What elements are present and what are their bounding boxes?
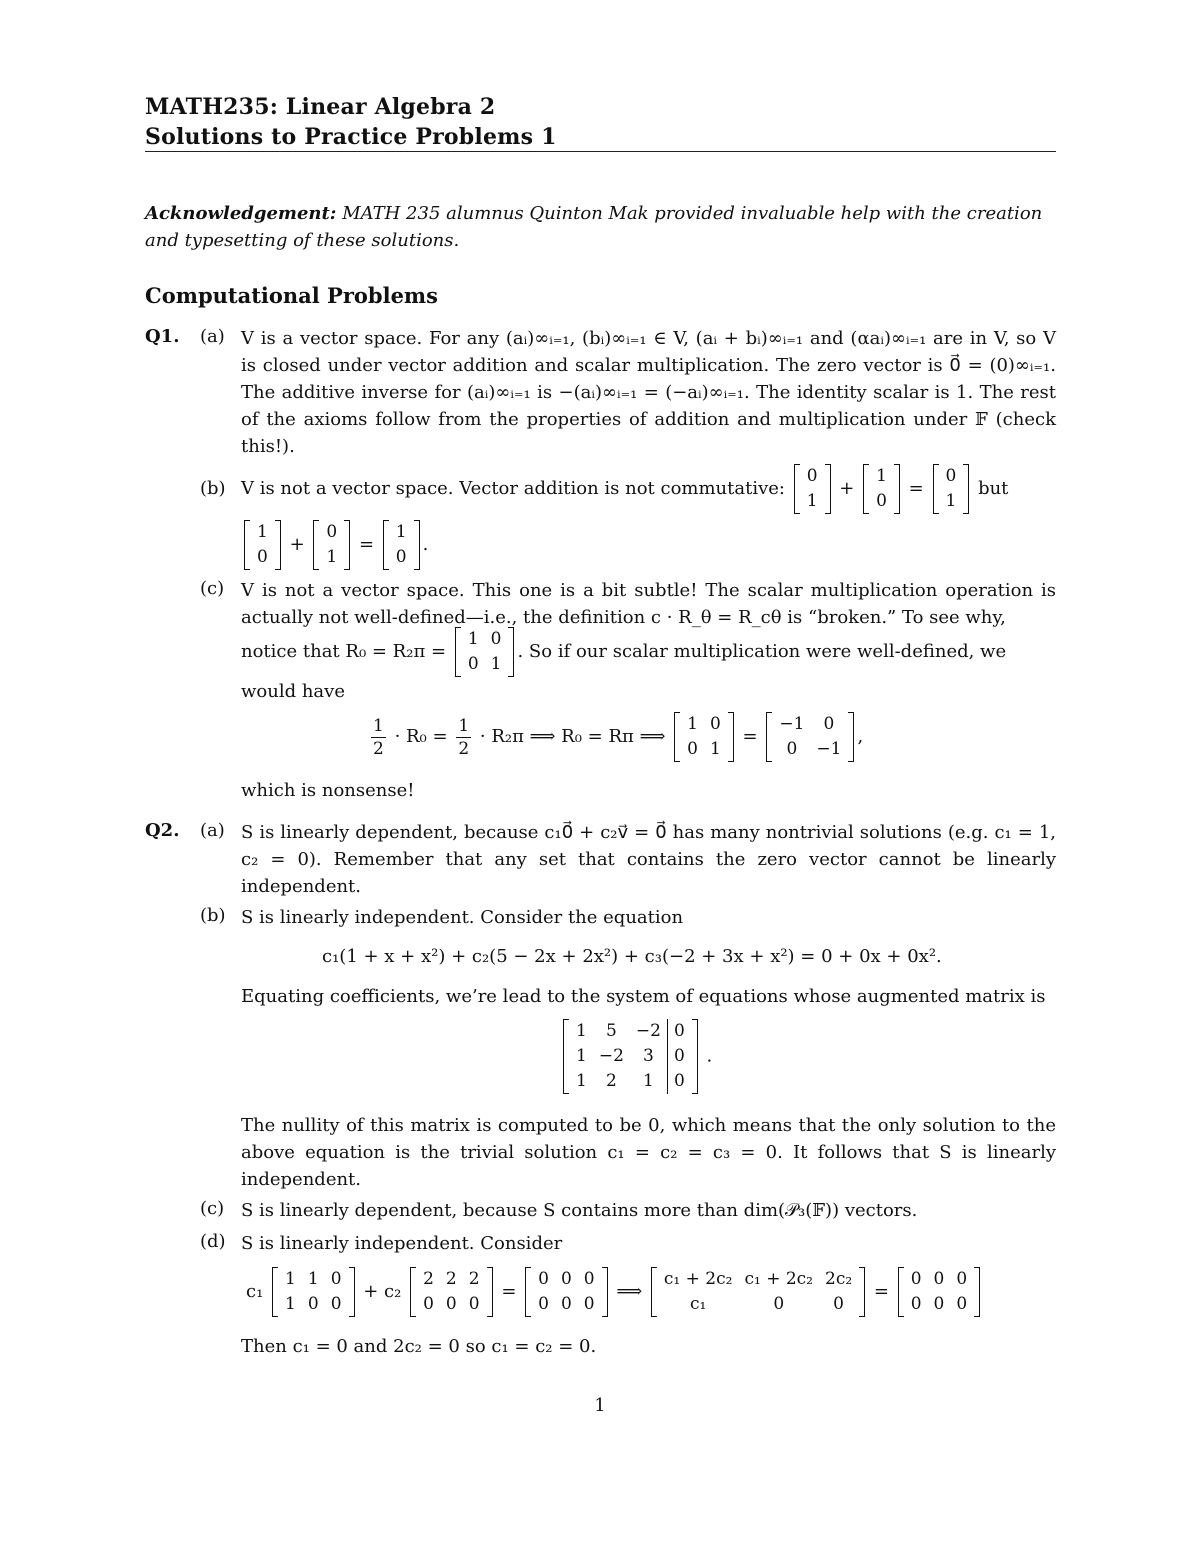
matrix-cell: 0 bbox=[538, 1269, 549, 1289]
matrix-identity-2 bbox=[674, 712, 734, 762]
q2d-label: (d) bbox=[200, 1231, 226, 1252]
q1b-line2 bbox=[241, 520, 428, 570]
matrix-table bbox=[279, 1267, 347, 1317]
matrix-cell: 0 bbox=[687, 739, 698, 759]
matrix-cell: 1 bbox=[257, 522, 268, 542]
matrix-cell: 1 bbox=[467, 629, 479, 649]
plus-sign: + bbox=[839, 478, 855, 499]
matrix-cell: 3 bbox=[643, 1046, 654, 1066]
plus-sign: + bbox=[289, 534, 305, 555]
matrix-cell: 0 bbox=[806, 466, 818, 486]
matrix-cell: 0 bbox=[307, 1294, 319, 1314]
matrix-cell: 0 bbox=[467, 654, 479, 674]
matrix-cell: 1 bbox=[490, 654, 502, 674]
matrix-table bbox=[320, 520, 343, 570]
title-line-1: MATH235: Linear Algebra 2 bbox=[145, 94, 496, 120]
matrix-cell: 0 bbox=[667, 1019, 690, 1044]
matrix-row bbox=[773, 737, 847, 762]
matrix-row bbox=[940, 464, 963, 489]
q1c-notice: notice that R₀ = R₂π = bbox=[241, 641, 447, 662]
matrix-cell: 0 bbox=[468, 1294, 480, 1314]
matrix-cell: 0 bbox=[330, 1294, 342, 1314]
matrix-d-zero bbox=[525, 1267, 607, 1317]
matrix-d-1 bbox=[272, 1267, 354, 1317]
q1c-line3 bbox=[241, 627, 1006, 677]
q1b-but: but bbox=[978, 478, 1009, 499]
matrix-cell: 0 bbox=[445, 1294, 457, 1314]
matrix-cell: 0 bbox=[583, 1269, 595, 1289]
eq-part-1: · R₀ = bbox=[394, 726, 448, 747]
q2a-label: (a) bbox=[200, 820, 225, 841]
matrix-table bbox=[658, 1267, 858, 1317]
q2b-equation: c₁(1 + x + x²) + c₂(5 − 2x + 2x²) + c₃(−2 + 3x + x²) = 0 + 0x + 0x². bbox=[322, 946, 942, 967]
matrix-cell: 2c₂ bbox=[825, 1269, 853, 1289]
matrix-cell: 1 bbox=[576, 1021, 587, 1041]
matrix-cell: 1 bbox=[806, 491, 818, 511]
page-number: 1 bbox=[594, 1395, 606, 1416]
matrix-cell: 2 bbox=[468, 1269, 480, 1289]
period: . bbox=[422, 534, 429, 555]
matrix-cell: 5 bbox=[605, 1021, 617, 1041]
matrix-table bbox=[870, 464, 893, 514]
matrix-cell: 0 bbox=[823, 714, 835, 734]
matrix-row bbox=[417, 1267, 485, 1292]
matrix-row bbox=[390, 545, 413, 570]
comma: , bbox=[857, 726, 864, 747]
matrix-cell: 0 bbox=[667, 1044, 690, 1069]
matrix-row bbox=[905, 1292, 973, 1317]
matrix-cell: 0 bbox=[933, 1294, 945, 1314]
matrix-cell: 0 bbox=[910, 1294, 922, 1314]
q1c-text1: V is not a vector space. This one is a bit subtle! The scalar multiplication operation is actually not well-defined—i.e., the definition c · R_θ = R_cθ is “broken.” To see why, bbox=[241, 580, 1056, 628]
matrix-row bbox=[417, 1292, 485, 1317]
matrix-cell: 2 bbox=[605, 1071, 617, 1091]
matrix-cell: 0 bbox=[423, 1294, 434, 1314]
matrix-row bbox=[279, 1292, 347, 1317]
matrix-cell: 0 bbox=[326, 522, 338, 542]
matrix-row bbox=[251, 520, 274, 545]
equals-sign: = bbox=[908, 478, 924, 499]
matrix-table bbox=[905, 1267, 973, 1317]
q1c-nonsense: which is nonsense! bbox=[241, 780, 415, 801]
equals-sign: = bbox=[358, 534, 375, 555]
matrix-b-1 bbox=[794, 464, 831, 514]
matrix-cell: 1 bbox=[576, 1071, 587, 1091]
coef-c1: c₁ bbox=[246, 1281, 264, 1302]
matrix-b2-3 bbox=[383, 520, 420, 570]
q1c-text2: . So if our scalar multiplication were well-defined, we bbox=[517, 641, 1007, 662]
matrix-row bbox=[905, 1267, 973, 1292]
matrix-cell: 2 bbox=[445, 1269, 457, 1289]
q2c-text: S is linearly dependent, because S contains more than dim(𝒫₃(𝔽)) vectors. bbox=[241, 1200, 918, 1221]
matrix-cell: 0 bbox=[395, 547, 407, 567]
q1c-label: (c) bbox=[200, 578, 225, 599]
matrix-cell: 1 bbox=[643, 1071, 654, 1091]
q1b-label: (b) bbox=[200, 478, 226, 499]
matrix-row bbox=[681, 712, 727, 737]
matrix-cell: 1 bbox=[326, 547, 338, 567]
matrix-cell: 1 bbox=[709, 739, 721, 759]
matrix-cell: 2 bbox=[423, 1269, 434, 1289]
matrix-neg-identity bbox=[766, 712, 854, 762]
matrix-row bbox=[320, 545, 343, 570]
matrix-b2-1 bbox=[244, 520, 281, 570]
matrix-cell: 1 bbox=[576, 1046, 587, 1066]
matrix-row bbox=[658, 1267, 858, 1292]
fraction-half: $\frac{1}{2}$ bbox=[373, 715, 384, 759]
matrix-row bbox=[870, 464, 893, 489]
matrix-row bbox=[940, 489, 963, 514]
matrix-cell: c₁ bbox=[690, 1294, 707, 1314]
matrix-cell: 0 bbox=[833, 1294, 844, 1314]
matrix-cell: c₁ + 2c₂ bbox=[744, 1269, 813, 1289]
matrix-cell: c₁ + 2c₂ bbox=[663, 1269, 733, 1289]
matrix-identity bbox=[455, 627, 515, 677]
equals-sign: = bbox=[742, 726, 758, 747]
q2a-text: S is linearly dependent, because c₁0⃗ + c₂v⃗ = 0⃗ has many nontrivial solutions (e.g. c₁ = 1, c₂ = 0). Remember that any set that contains the zero vector cannot be linearly independent. bbox=[241, 822, 1056, 897]
matrix-row bbox=[320, 520, 343, 545]
matrix-row bbox=[570, 1019, 691, 1044]
matrix-row bbox=[570, 1044, 691, 1069]
q2b-text: S is linearly independent. Consider the equation bbox=[241, 907, 684, 928]
period: . bbox=[706, 1045, 713, 1067]
matrix-cell: 0 bbox=[910, 1269, 922, 1289]
q1a-text: V is a vector space. For any (aᵢ)∞ᵢ₌₁, (bᵢ)∞ᵢ₌₁ ∈ V, (aᵢ + bᵢ)∞ᵢ₌₁ and (αaᵢ)∞ᵢ₌₁ are in V, so V is closed under vector addition and scalar multiplication. The zero vector is 0⃗ = (0)∞ᵢ₌₁. The additive inverse for (aᵢ)∞ᵢ₌₁ is −(aᵢ)∞ᵢ₌₁ = (−aᵢ)∞ᵢ₌₁. The identity scalar is 1. The rest of the axioms follow from the properties of addition and multiplication under 𝔽 (check this!). bbox=[241, 328, 1056, 457]
matrix-cell: 1 bbox=[285, 1269, 296, 1289]
ack-label: Acknowledgement: bbox=[145, 203, 337, 224]
matrix-row bbox=[532, 1292, 600, 1317]
matrix-row bbox=[570, 1069, 691, 1094]
eq-part-2: · R₂π ⟹ R₀ = Rπ ⟹ bbox=[479, 726, 666, 747]
document-title bbox=[145, 92, 557, 152]
matrix-cell: −1 bbox=[816, 739, 842, 759]
q2d-text: S is linearly independent. Consider bbox=[241, 1233, 563, 1254]
matrix-cell: 1 bbox=[395, 522, 407, 542]
q1b-line1 bbox=[241, 464, 1008, 514]
section-title: Computational Problems bbox=[145, 283, 438, 308]
q1a-label: (a) bbox=[200, 326, 225, 347]
matrix-cell: 0 bbox=[538, 1294, 549, 1314]
matrix-cell: 0 bbox=[786, 739, 798, 759]
matrix-b-2 bbox=[863, 464, 900, 514]
matrix-cell: 0 bbox=[933, 1269, 945, 1289]
matrix-cell: 0 bbox=[709, 714, 721, 734]
matrix-table bbox=[462, 627, 508, 677]
matrix-row bbox=[870, 489, 893, 514]
equals-sign: = bbox=[501, 1281, 517, 1302]
matrix-cell: 1 bbox=[285, 1294, 296, 1314]
matrix-table bbox=[251, 520, 274, 570]
matrix-row bbox=[801, 489, 824, 514]
matrix-cell: 1 bbox=[876, 466, 887, 486]
matrix-row bbox=[658, 1292, 858, 1317]
matrix-table bbox=[390, 520, 413, 570]
matrix-d-result bbox=[651, 1267, 865, 1317]
implies-sign: ⟹ bbox=[616, 1281, 643, 1302]
matrix-row bbox=[390, 520, 413, 545]
ack-text: MATH 235 alumnus Quinton Mak provided invaluable help with the creation and typesetting of these solutions. bbox=[145, 203, 1043, 251]
matrix-cell: 1 bbox=[687, 714, 698, 734]
matrix-cell: 0 bbox=[560, 1269, 572, 1289]
matrix-row bbox=[462, 627, 508, 652]
q2b-text2: Equating coefficients, we’re lead to the system of equations whose augmented matrix is bbox=[241, 986, 1046, 1007]
matrix-cell: 0 bbox=[945, 466, 957, 486]
matrix-cell: 0 bbox=[560, 1294, 572, 1314]
augmented-matrix bbox=[563, 1019, 698, 1094]
matrix-cell: 0 bbox=[257, 547, 268, 567]
matrix-row bbox=[279, 1267, 347, 1292]
matrix-row bbox=[681, 737, 727, 762]
q1c-would-have: would have bbox=[241, 681, 345, 702]
fraction-half: $\frac{1}{2}$ bbox=[458, 715, 470, 759]
matrix-cell: −1 bbox=[779, 714, 805, 734]
matrix-cell: 0 bbox=[876, 491, 887, 511]
matrix-row bbox=[773, 712, 847, 737]
q1c-equation bbox=[368, 712, 863, 762]
matrix-cell: 1 bbox=[307, 1269, 319, 1289]
matrix-table bbox=[681, 712, 727, 762]
coef-c2: + c₂ bbox=[363, 1281, 402, 1302]
matrix-cell: 1 bbox=[945, 491, 957, 511]
matrix-table bbox=[801, 464, 824, 514]
title-line-2: Solutions to Practice Problems 1 bbox=[145, 124, 557, 150]
matrix-cell: −2 bbox=[635, 1021, 661, 1041]
matrix-cell: 0 bbox=[956, 1294, 968, 1314]
q2d-text2: Then c₁ = 0 and 2c₂ = 0 so c₁ = c₂ = 0. bbox=[241, 1336, 597, 1357]
matrix-table bbox=[570, 1019, 691, 1094]
matrix-table bbox=[773, 712, 847, 762]
acknowledgement bbox=[145, 200, 1056, 254]
title-rule bbox=[145, 151, 1056, 152]
matrix-row bbox=[251, 545, 274, 570]
matrix-row bbox=[801, 464, 824, 489]
q2b-label: (b) bbox=[200, 905, 226, 926]
matrix-table bbox=[532, 1267, 600, 1317]
equals-sign: = bbox=[873, 1281, 889, 1302]
matrix-cell: 0 bbox=[773, 1294, 785, 1314]
matrix-cell: 0 bbox=[330, 1269, 342, 1289]
q2c-label: (c) bbox=[200, 1198, 225, 1219]
matrix-table bbox=[417, 1267, 485, 1317]
matrix-cell: 0 bbox=[667, 1069, 690, 1094]
matrix-cell: 0 bbox=[956, 1269, 968, 1289]
matrix-cell: −2 bbox=[598, 1046, 624, 1066]
matrix-cell: 0 bbox=[583, 1294, 595, 1314]
matrix-table bbox=[940, 464, 963, 514]
matrix-row bbox=[532, 1267, 600, 1292]
q2d-equation bbox=[246, 1267, 983, 1317]
q2-label: Q2. bbox=[145, 820, 180, 841]
q2b-text3: The nullity of this matrix is computed to be 0, which means that the only solution to the above equation is the trivial solution c₁ = c₂ = c₃ = 0. It follows that S is linearly independent. bbox=[241, 1115, 1056, 1190]
matrix-b-3 bbox=[933, 464, 970, 514]
augmented-matrix-line bbox=[560, 1019, 712, 1094]
matrix-cell: 0 bbox=[490, 629, 502, 649]
q1b-text: V is not a vector space. Vector addition is not commutative: bbox=[241, 478, 785, 499]
matrix-d-zero-2 bbox=[898, 1267, 980, 1317]
matrix-row bbox=[462, 652, 508, 677]
matrix-b2-2 bbox=[313, 520, 350, 570]
q1-label: Q1. bbox=[145, 326, 180, 347]
matrix-d-2 bbox=[410, 1267, 492, 1317]
